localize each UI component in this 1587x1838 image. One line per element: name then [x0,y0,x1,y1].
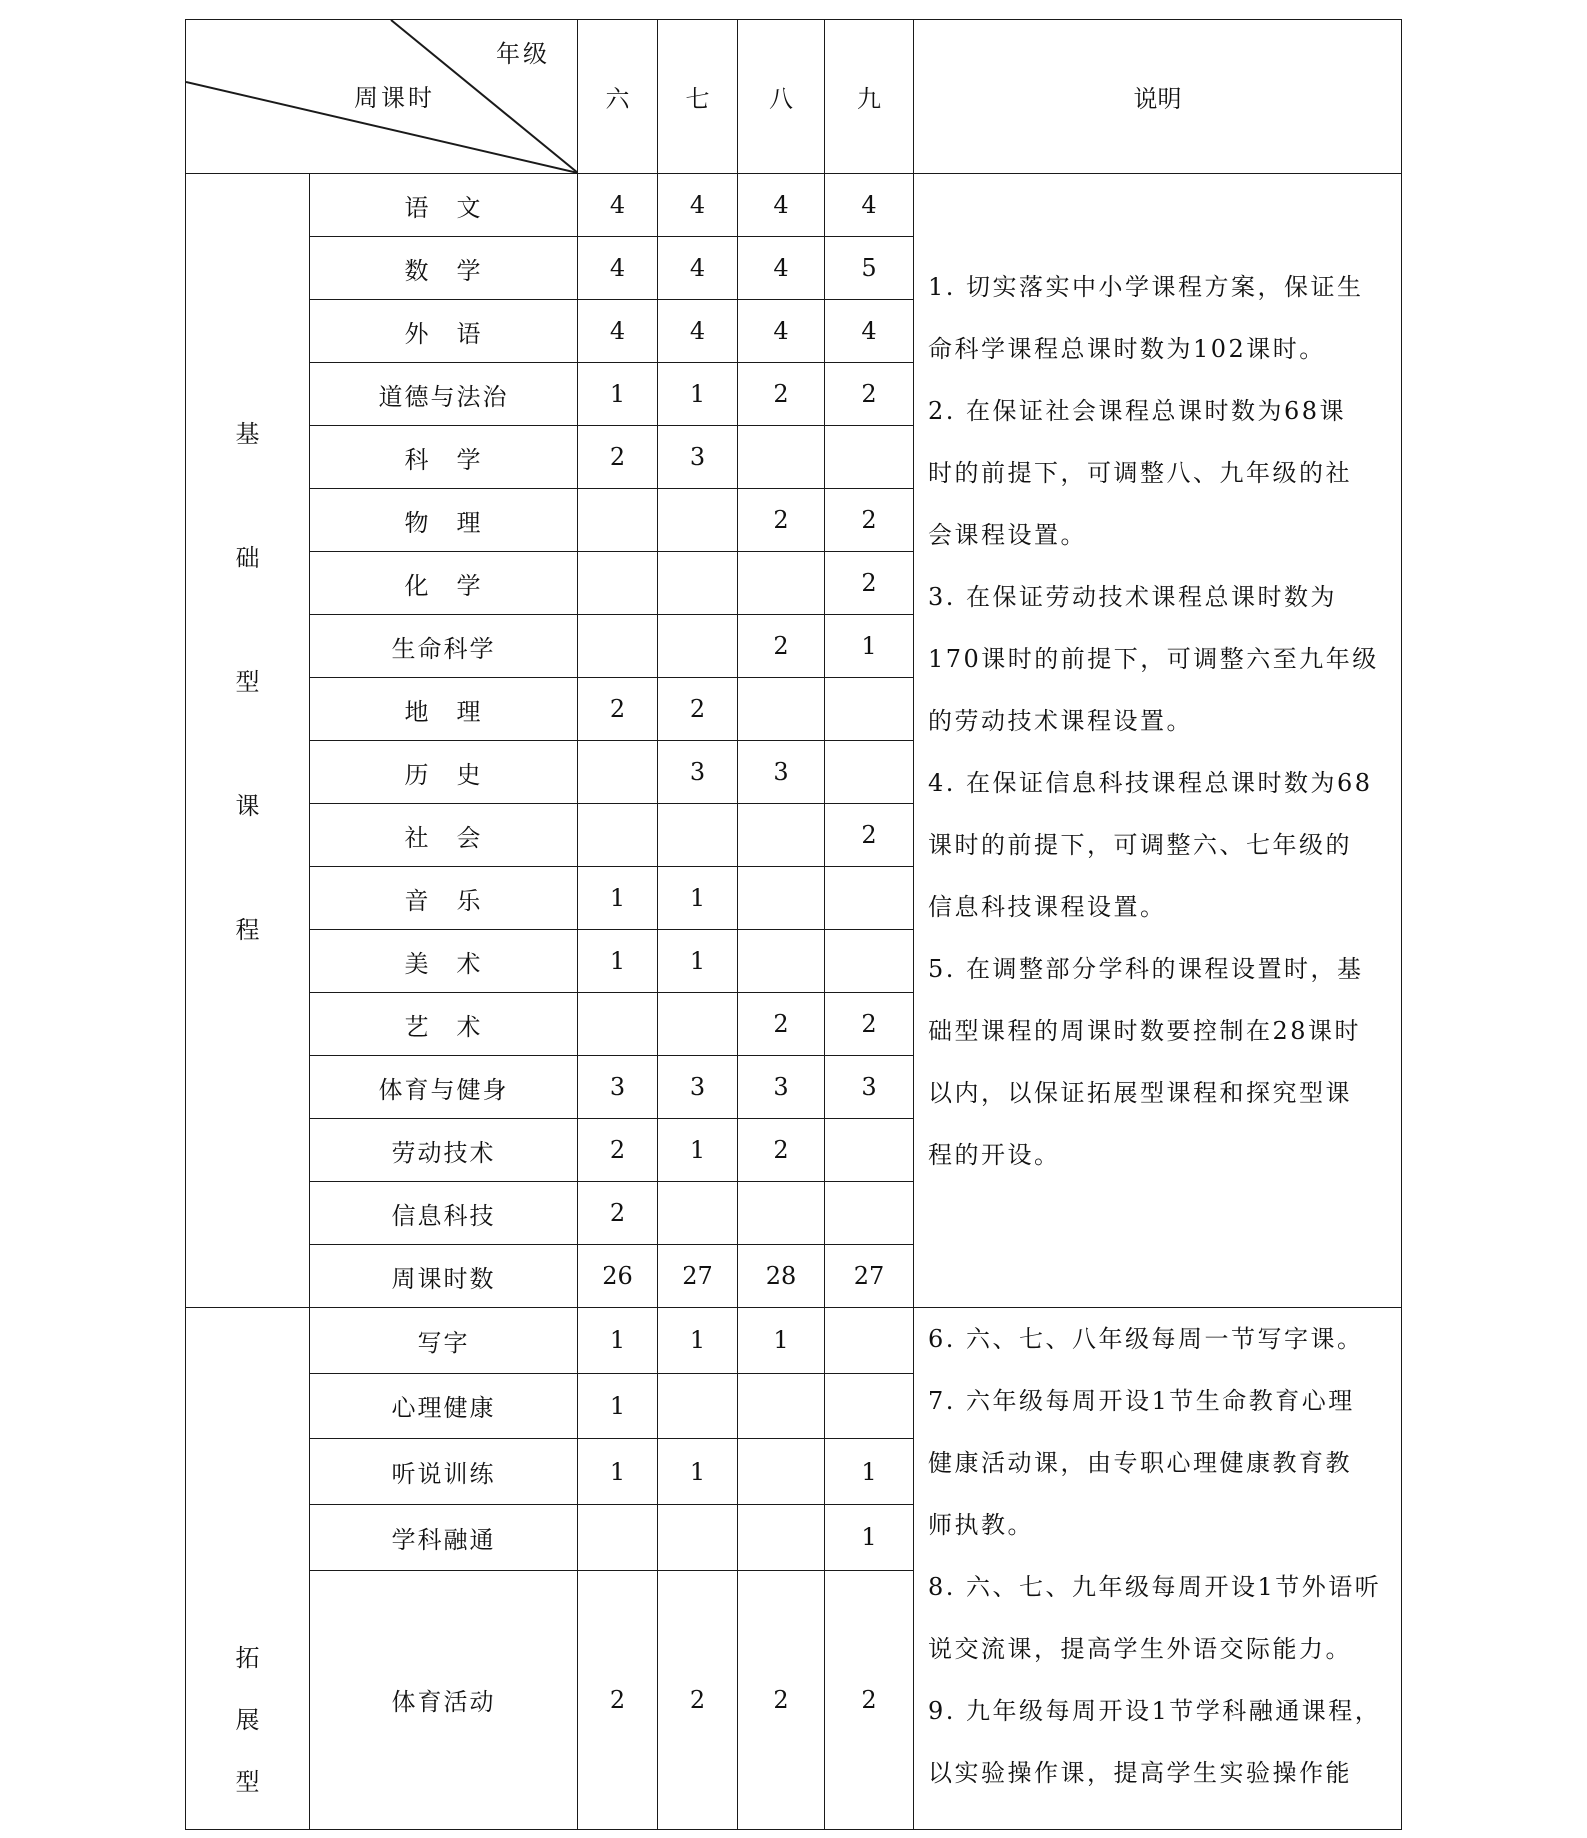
note-line: 2. 在保证社会课程总课时数为68课 [928,397,1347,425]
section-char: 型 [235,668,260,696]
hours-cell-g7 [658,552,738,615]
hours-cell-g7 [658,993,738,1056]
hours-cell-g8: 3 [738,741,825,804]
subject-name: 信息科技 [310,1182,578,1245]
section-label-extended [186,1308,310,1830]
hours-cell-g6: 2 [578,1119,658,1182]
grade-header-9: 九 [825,20,914,174]
note-line: 的劳动技术课程设置。 [928,707,1193,735]
section-char: 拓 [235,1644,260,1672]
hours-cell-g9 [825,1373,914,1439]
subject-name: 美 术 [310,930,578,993]
hours-cell-g7 [658,1373,738,1439]
note-line: 师执教。 [928,1511,1034,1539]
subject-name: 心理健康 [310,1373,578,1439]
subject-name: 社 会 [310,804,578,867]
hours-cell-g9: 2 [825,489,914,552]
hours-cell-g6: 2 [578,426,658,489]
subject-name: 物 理 [310,489,578,552]
hours-cell-g7: 4 [658,174,738,237]
note-line: 9. 九年级每周开设1节学科融通课程， [928,1697,1382,1725]
hours-cell-g6 [578,615,658,678]
hours-cell-g9: 4 [825,300,914,363]
hours-cell-g6: 1 [578,1308,658,1374]
corner-label-weekly-hours: 周课时 [354,84,435,112]
hours-cell-g7 [658,804,738,867]
subject-name: 周课时数 [310,1245,578,1308]
hours-cell-g8 [738,867,825,930]
hours-cell-g9 [825,867,914,930]
note-line: 3. 在保证劳动技术课程总课时数为 [928,583,1338,611]
subject-name: 体育活动 [310,1570,578,1829]
hours-cell-g8: 2 [738,615,825,678]
hours-cell-g8 [738,1182,825,1245]
hours-cell-g6: 4 [578,174,658,237]
hours-cell-g6: 4 [578,300,658,363]
subject-name: 地 理 [310,678,578,741]
note-line: 1. 切实落实中小学课程方案，保证生 [928,273,1364,301]
hours-cell-g9 [825,930,914,993]
hours-cell-g8 [738,1439,825,1505]
hours-cell-g9: 5 [825,237,914,300]
hours-cell-g6: 2 [578,1182,658,1245]
subject-name: 音 乐 [310,867,578,930]
note-line: 础型课程的周课时数要控制在28课时 [928,1017,1362,1045]
note-line: 信息科技课程设置。 [928,893,1167,921]
hours-cell-g7: 27 [658,1245,738,1308]
hours-cell-g8: 4 [738,300,825,363]
hours-cell-g7: 1 [658,363,738,426]
hours-cell-g7: 1 [658,1308,738,1374]
subject-name: 道德与法治 [310,363,578,426]
subject-name: 学科融通 [310,1504,578,1570]
hours-cell-g9 [825,1119,914,1182]
hours-cell-g9: 4 [825,174,914,237]
subject-name: 数 学 [310,237,578,300]
hours-cell-g7 [658,1182,738,1245]
corner-header-cell [186,20,578,174]
grade-header-6: 六 [578,20,658,174]
hours-cell-g6: 1 [578,1373,658,1439]
hours-cell-g9: 2 [825,363,914,426]
note-line: 170课时的前提下，可调整六至九年级 [928,645,1379,673]
hours-cell-g6: 1 [578,1439,658,1505]
note-line: 时的前提下，可调整八、九年级的社 [928,459,1352,487]
hours-cell-g7: 2 [658,1570,738,1829]
grade-header-8: 八 [738,20,825,174]
hours-cell-g9: 2 [825,1570,914,1829]
hours-cell-g6 [578,1504,658,1570]
section-char: 基 [235,420,260,448]
section-char: 础 [235,544,260,572]
hours-cell-g6: 1 [578,363,658,426]
note-line: 4. 在保证信息科技课程总课时数为68 [928,769,1373,797]
hours-cell-g8 [738,426,825,489]
hours-cell-g9 [825,426,914,489]
section-char: 程 [235,916,260,944]
hours-cell-g6: 3 [578,1056,658,1119]
hours-cell-g9: 2 [825,993,914,1056]
hours-cell-g7: 2 [658,678,738,741]
hours-cell-g7: 3 [658,426,738,489]
curriculum-table-sheet [185,19,1401,1838]
section-label-basic [186,174,310,1308]
hours-cell-g7: 4 [658,237,738,300]
curriculum-table [185,19,1402,1830]
grade-header-7: 七 [658,20,738,174]
hours-cell-g6 [578,741,658,804]
hours-cell-g8 [738,678,825,741]
hours-cell-g6: 2 [578,1570,658,1829]
hours-cell-g8: 1 [738,1308,825,1374]
note-line: 程的开设。 [928,1141,1061,1169]
hours-cell-g9: 1 [825,1504,914,1570]
note-line: 6. 六、七、八年级每周一节写字课。 [928,1325,1364,1353]
hours-cell-g6 [578,489,658,552]
hours-cell-g6 [578,993,658,1056]
hours-cell-g8: 2 [738,489,825,552]
notes-header: 说明 [914,20,1402,174]
hours-cell-g8: 4 [738,237,825,300]
corner-label-grade: 年级 [496,40,550,68]
table-row [186,1308,1402,1374]
hours-cell-g8 [738,1504,825,1570]
hours-cell-g8 [738,804,825,867]
hours-cell-g8: 2 [738,993,825,1056]
hours-cell-g7 [658,615,738,678]
hours-cell-g9 [825,1308,914,1374]
section-char: 展 [235,1706,260,1734]
table-row [186,174,1402,237]
hours-cell-g7: 3 [658,1056,738,1119]
hours-cell-g6 [578,552,658,615]
subject-name: 化 学 [310,552,578,615]
notes-extended-cell [914,1308,1402,1830]
hours-cell-g8: 2 [738,1119,825,1182]
note-line: 5. 在调整部分学科的课程设置时，基 [928,955,1364,983]
note-line: 以实验操作课，提高学生实验操作能 [928,1759,1352,1787]
hours-cell-g9 [825,1182,914,1245]
note-line: 说交流课，提高学生外语交际能力。 [928,1635,1352,1663]
notes-basic-cell [914,174,1402,1308]
hours-cell-g7: 4 [658,300,738,363]
hours-cell-g9: 1 [825,1439,914,1505]
subject-name: 劳动技术 [310,1119,578,1182]
hours-cell-g7 [658,1504,738,1570]
note-line: 8. 六、七、九年级每周开设1节外语听 [928,1573,1382,1601]
hours-cell-g9: 2 [825,804,914,867]
note-line: 课时的前提下，可调整六、七年级的 [928,831,1352,859]
hours-cell-g8: 2 [738,1570,825,1829]
hours-cell-g6: 4 [578,237,658,300]
hours-cell-g8: 2 [738,363,825,426]
subject-name: 体育与健身 [310,1056,578,1119]
hours-cell-g8 [738,1373,825,1439]
hours-cell-g8: 3 [738,1056,825,1119]
subject-name: 历 史 [310,741,578,804]
hours-cell-g6: 2 [578,678,658,741]
hours-cell-g7: 1 [658,1119,738,1182]
hours-cell-g9 [825,678,914,741]
hours-cell-g7: 1 [658,867,738,930]
hours-cell-g9 [825,741,914,804]
subject-name: 科 学 [310,426,578,489]
hours-cell-g6: 1 [578,930,658,993]
hours-cell-g9: 2 [825,552,914,615]
header-row [186,20,1402,174]
note-line: 命科学课程总课时数为102课时。 [928,335,1326,363]
section-char: 课 [235,792,260,820]
hours-cell-g9: 27 [825,1245,914,1308]
hours-cell-g6: 26 [578,1245,658,1308]
note-line: 会课程设置。 [928,521,1087,549]
hours-cell-g7 [658,489,738,552]
hours-cell-g9: 1 [825,615,914,678]
subject-name: 写字 [310,1308,578,1374]
hours-cell-g7: 1 [658,930,738,993]
hours-cell-g6: 1 [578,867,658,930]
hours-cell-g6 [578,804,658,867]
subject-name: 语 文 [310,174,578,237]
hours-cell-g8: 4 [738,174,825,237]
subject-name: 生命科学 [310,615,578,678]
subject-name: 听说训练 [310,1439,578,1505]
note-line: 健康活动课，由专职心理健康教育教 [928,1449,1352,1477]
subject-name: 外 语 [310,300,578,363]
hours-cell-g8 [738,552,825,615]
hours-cell-g8: 28 [738,1245,825,1308]
note-line: 7. 六年级每周开设1节生命教育心理 [928,1387,1355,1415]
section-char: 型 [235,1768,260,1796]
note-line: 以内，以保证拓展型课程和探究型课 [928,1079,1352,1107]
hours-cell-g8 [738,930,825,993]
subject-name: 艺 术 [310,993,578,1056]
hours-cell-g7: 1 [658,1439,738,1505]
hours-cell-g7: 3 [658,741,738,804]
hours-cell-g9: 3 [825,1056,914,1119]
